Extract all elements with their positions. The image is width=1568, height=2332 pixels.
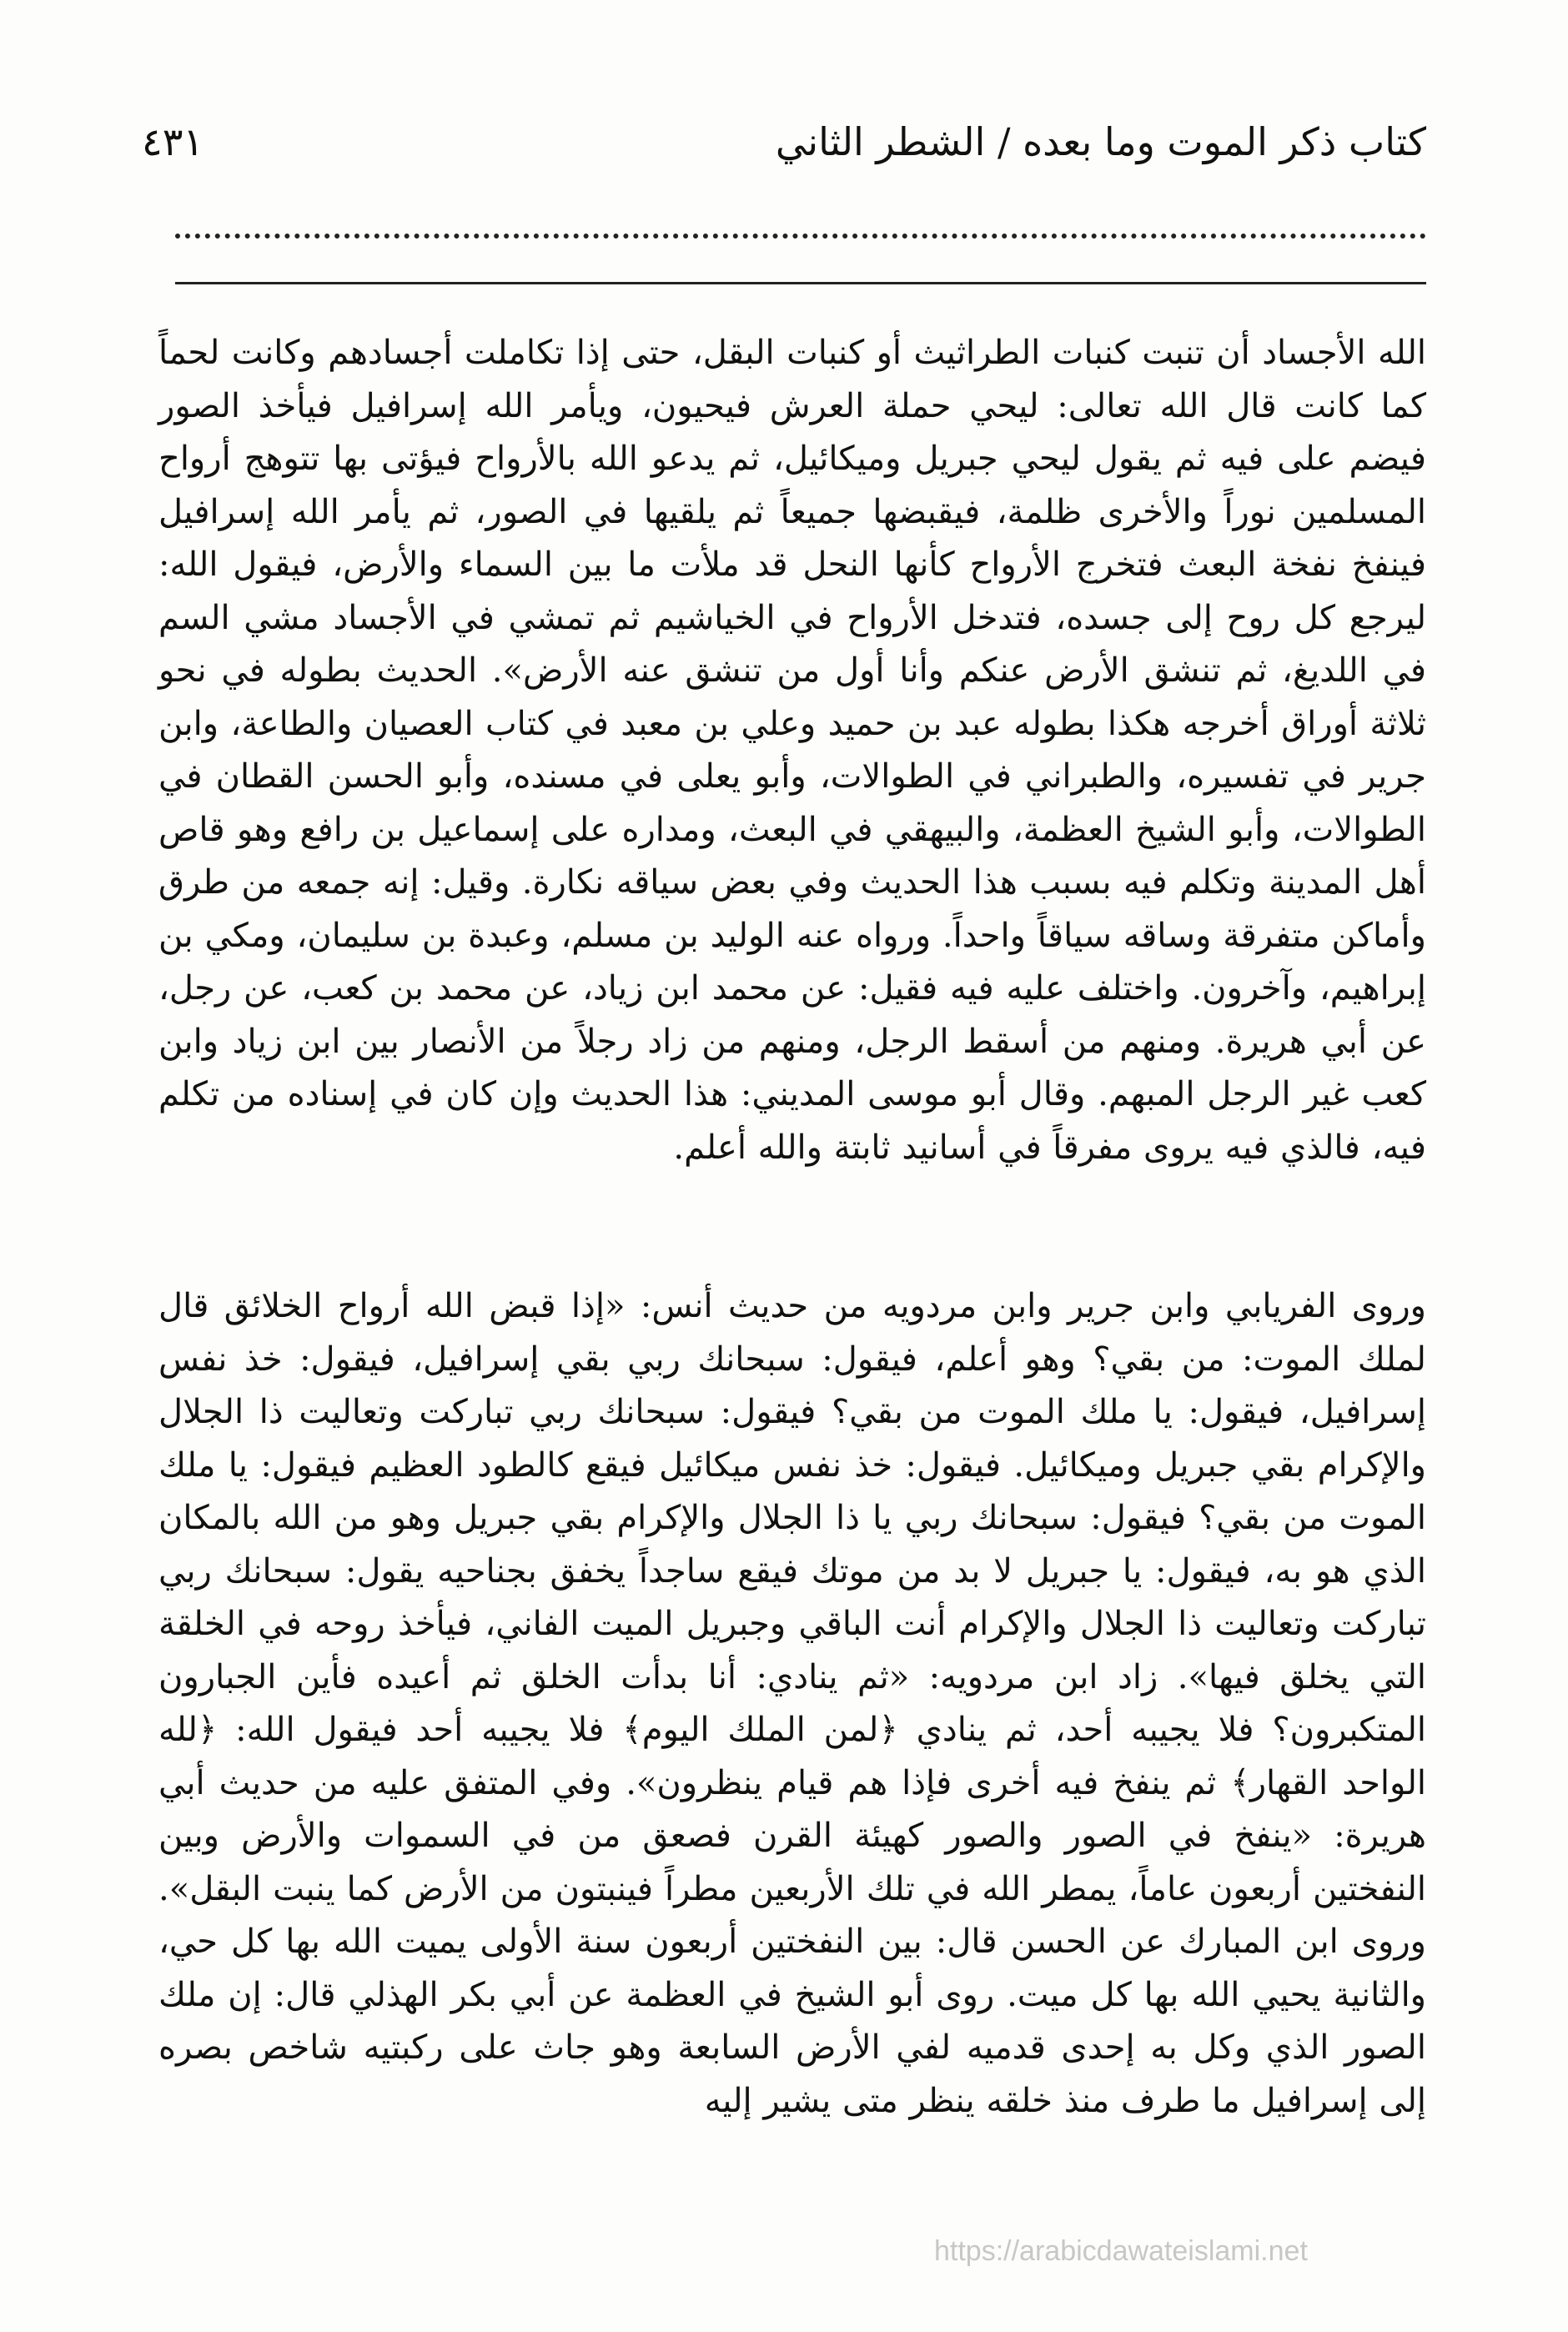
paragraph-1-text: الله الأجساد أن تنبت كنبات الطراثيث أو كنبات البقل، حتى إذا تكاملت أجسادهم وكانت لحماً كما كانت قال الله تعالى: ليحي حملة العرش فيحيون، ويأمر الله إسرافيل فيأخذ الصور فيضم على فيه ثم يقول ليحي جبريل وميكائيل، ثم يدعو الله بالأرواح فيؤتى بها تتوهج أرواح المسلمين نوراً والأخرى ظلمة، فيقبضها جميعاً ثم يلقيها في الصور، ثم يأمر الله إسرافيل فينفخ نفخة البعث فتخرج الأرواح كأنها النحل قد ملأت ما بين السماء والأرض، فيقول الله: ليرجع كل روح إلى جسده، فتدخل الأرواح في الخياشيم ثم تمشي في الأجساد مشي السم في اللديغ، ثم تنشق الأرض عنكم وأنا أول من تنشق عنه الأرض». الحديث بطوله في نحو ثلاثة أوراق أخرجه هكذا بطوله عبد بن حميد وعلي بن معبد في كتاب العصيان والطاعة، وابن جرير في تفسيره، والطبراني في الطوالات، وأبو يعلى في مسنده، وأبو الحسن القطان في الطوالات، وأبو الشيخ العظمة، والبيهقي في البعث، ومداره على إسماعيل بن رافع وهو قاص أهل المدينة وتكلم فيه بسبب هذا الحديث وفي بعض سياقه نكارة. وقيل: إنه جمعه من طرق وأماكن متفرقة وساقه سياقاً واحداً. ورواه عنه الوليد بن مسلم، وعبدة بن سليمان، ومكي بن إبراهيم، وآخرون. واختلف عليه فيه فقيل: عن محمد ابن زياد، عن محمد بن كعب، عن رجل، عن أبي هريرة. ومنهم من أسقط الرجل، ومنهم من زاد رجلاً من الأنصار بين ابن زياد وابن كعب غير الرجل المبهم. وقال أبو موسى المديني: هذا الحديث وإن كان في إسناده من تكلم فيه، فالذي فيه يروى مفرقاً في أسانيد ثابتة والله أعلم.	[158, 334, 1427, 1167]
paragraph-1	[158, 327, 1426, 1178]
page-number: ٤٣١	[142, 119, 204, 164]
watermark-url: https://arabicdawateislami.net	[934, 2235, 1308, 2267]
dotted-separator	[175, 234, 1426, 239]
header-title: كتاب ذكر الموت وما بعده / الشطر الثاني	[775, 119, 1426, 164]
header-rule	[175, 282, 1426, 284]
paragraph-2	[158, 1280, 1426, 2223]
running-header	[142, 117, 1426, 175]
paragraph-2-text: وروى الفريابي وابن جرير وابن مردويه من حديث أنس: «إذا قبض الله أرواح الخلائق قال لملك الموت: من بقي؟ وهو أعلم، فيقول: سبحانك ربي بقي إسرافيل، فيقول: خذ نفس إسرافيل، فيقول: يا ملك الموت من بقي؟ فيقول: سبحانك ربي تباركت وتعاليت ذا الجلال والإكرام بقي جبريل وميكائيل. فيقول: خذ نفس ميكائيل فيقع كالطود العظيم فيقول: يا ملك الموت من بقي؟ فيقول: سبحانك ربي يا ذا الجلال والإكرام بقي جبريل وهو من الله بالمكان الذي هو به، فيقول: يا جبريل لا بد من موتك فيقع ساجداً يخفق بجناحيه يقول: سبحانك ربي تباركت وتعاليت ذا الجلال والإكرام أنت الباقي وجبريل الميت الفاني، فيأخذ روحه في الخلقة التي يخلق فيها». زاد ابن مردويه: «ثم ينادي: أنا بدأت الخلق ثم أعيده فأين الجبارون المتكبرون؟ فلا يجيبه أحد، ثم ينادي ﴿لمن الملك اليوم﴾ فلا يجيبه أحد فيقول الله: ﴿لله الواحد القهار﴾ ثم ينفخ فيه أخرى فإذا هم قيام ينظرون». وفي المتفق عليه من حديث أبي هريرة: «ينفخ في الصور والصور كهيئة القرن فصعق من في السموات والأرض وبين النفختين أربعون عاماً، يمطر الله في تلك الأربعين مطراً فينبتون من الأرض كما ينبت البقل». وروى ابن المبارك عن الحسن قال: بين النفختين أربعون سنة الأولى يميت الله بها كل حي، والثانية يحيي الله بها كل ميت. روى أبو الشيخ في العظمة عن أبي بكر الهذلي قال: إن ملك الصور الذي وكل به إحدى قدميه لفي الأرض السابعة وهو جاث على ركبتيه شاخص بصره إلى إسرافيل ما طرف منذ خلقه ينظر متى يشير إليه	[158, 1287, 1427, 2120]
